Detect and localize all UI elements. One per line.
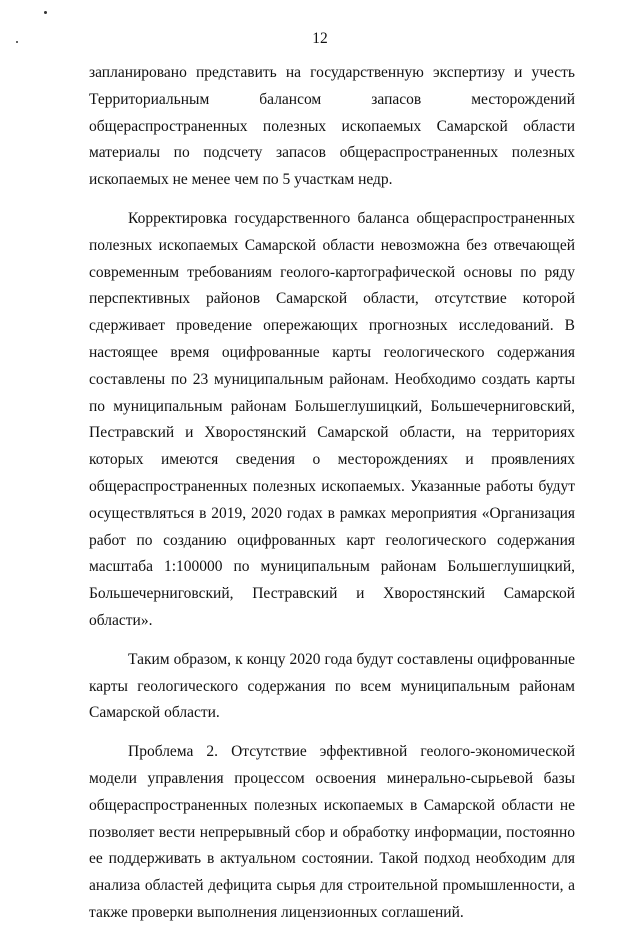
paragraph-conclusion: Таким образом, к концу 2020 года будут составлены оцифрованные карты геологического содержания по всем муниципальным районам Самарской области. <box>89 650 575 722</box>
body-text <box>89 60 575 927</box>
scan-speck <box>44 11 47 14</box>
paragraph-gap <box>89 635 575 647</box>
paragraph-problem-2: Проблема 2. Отсутствие эффективной геолого-экономической модели управления процессом освоения минерально-сырьевой базы общераспространенных полезных ископаемых в Самарской области не позволяет вести непрерывный сбор и обработку информации, постоянно ее поддерживать в актуальном состоянии. Такой подход необходим для анализа областей дефицита сырья для строительной промышленности, а также проверки выполнения лицензионных соглашений. <box>89 743 575 921</box>
page-number: 12 <box>312 30 328 47</box>
paragraph-gap <box>89 194 575 206</box>
paragraph-gap <box>89 727 575 739</box>
paragraph-continuation: запланировано представить на государственную экспертизу и учесть Территориальным балансом запасов месторождений общераспространенных полезных ископаемых Самарской области материалы по подсчету запасов общераспространенных полезных ископаемых не менее чем по 5 участкам недр. <box>89 64 575 189</box>
paragraph-balance-correction: Корректировка государственного баланса общераспространенных полезных ископаемых Самарской области невозможна без отвечающей современным требованиям геолого-картографической основы по ряду перспективных районов Самарской области, отсутствие которой сдерживает проведение опережающих прогнозных исследований. В настоящее время оцифрованные карты геологического содержания составлены по 23 муниципальным районам. Необходимо создать карты по муниципальным районам Большеглушицкий, Большечерниговский, Пестравский и Хворостянский Самарской области, на территориях которых имеются сведения о месторождениях и проявлениях общераспространенных полезных ископаемых. Указанные работы будут осуществляться в 2019, 2020 годах в рамках мероприятия «Организация работ по созданию оцифрованных карт геологического содержания масштаба 1:100000 по муниципальным районам Большеглушицкий, Большечерниговский, Пестравский и Хворостянский Самарской области». <box>89 209 575 629</box>
